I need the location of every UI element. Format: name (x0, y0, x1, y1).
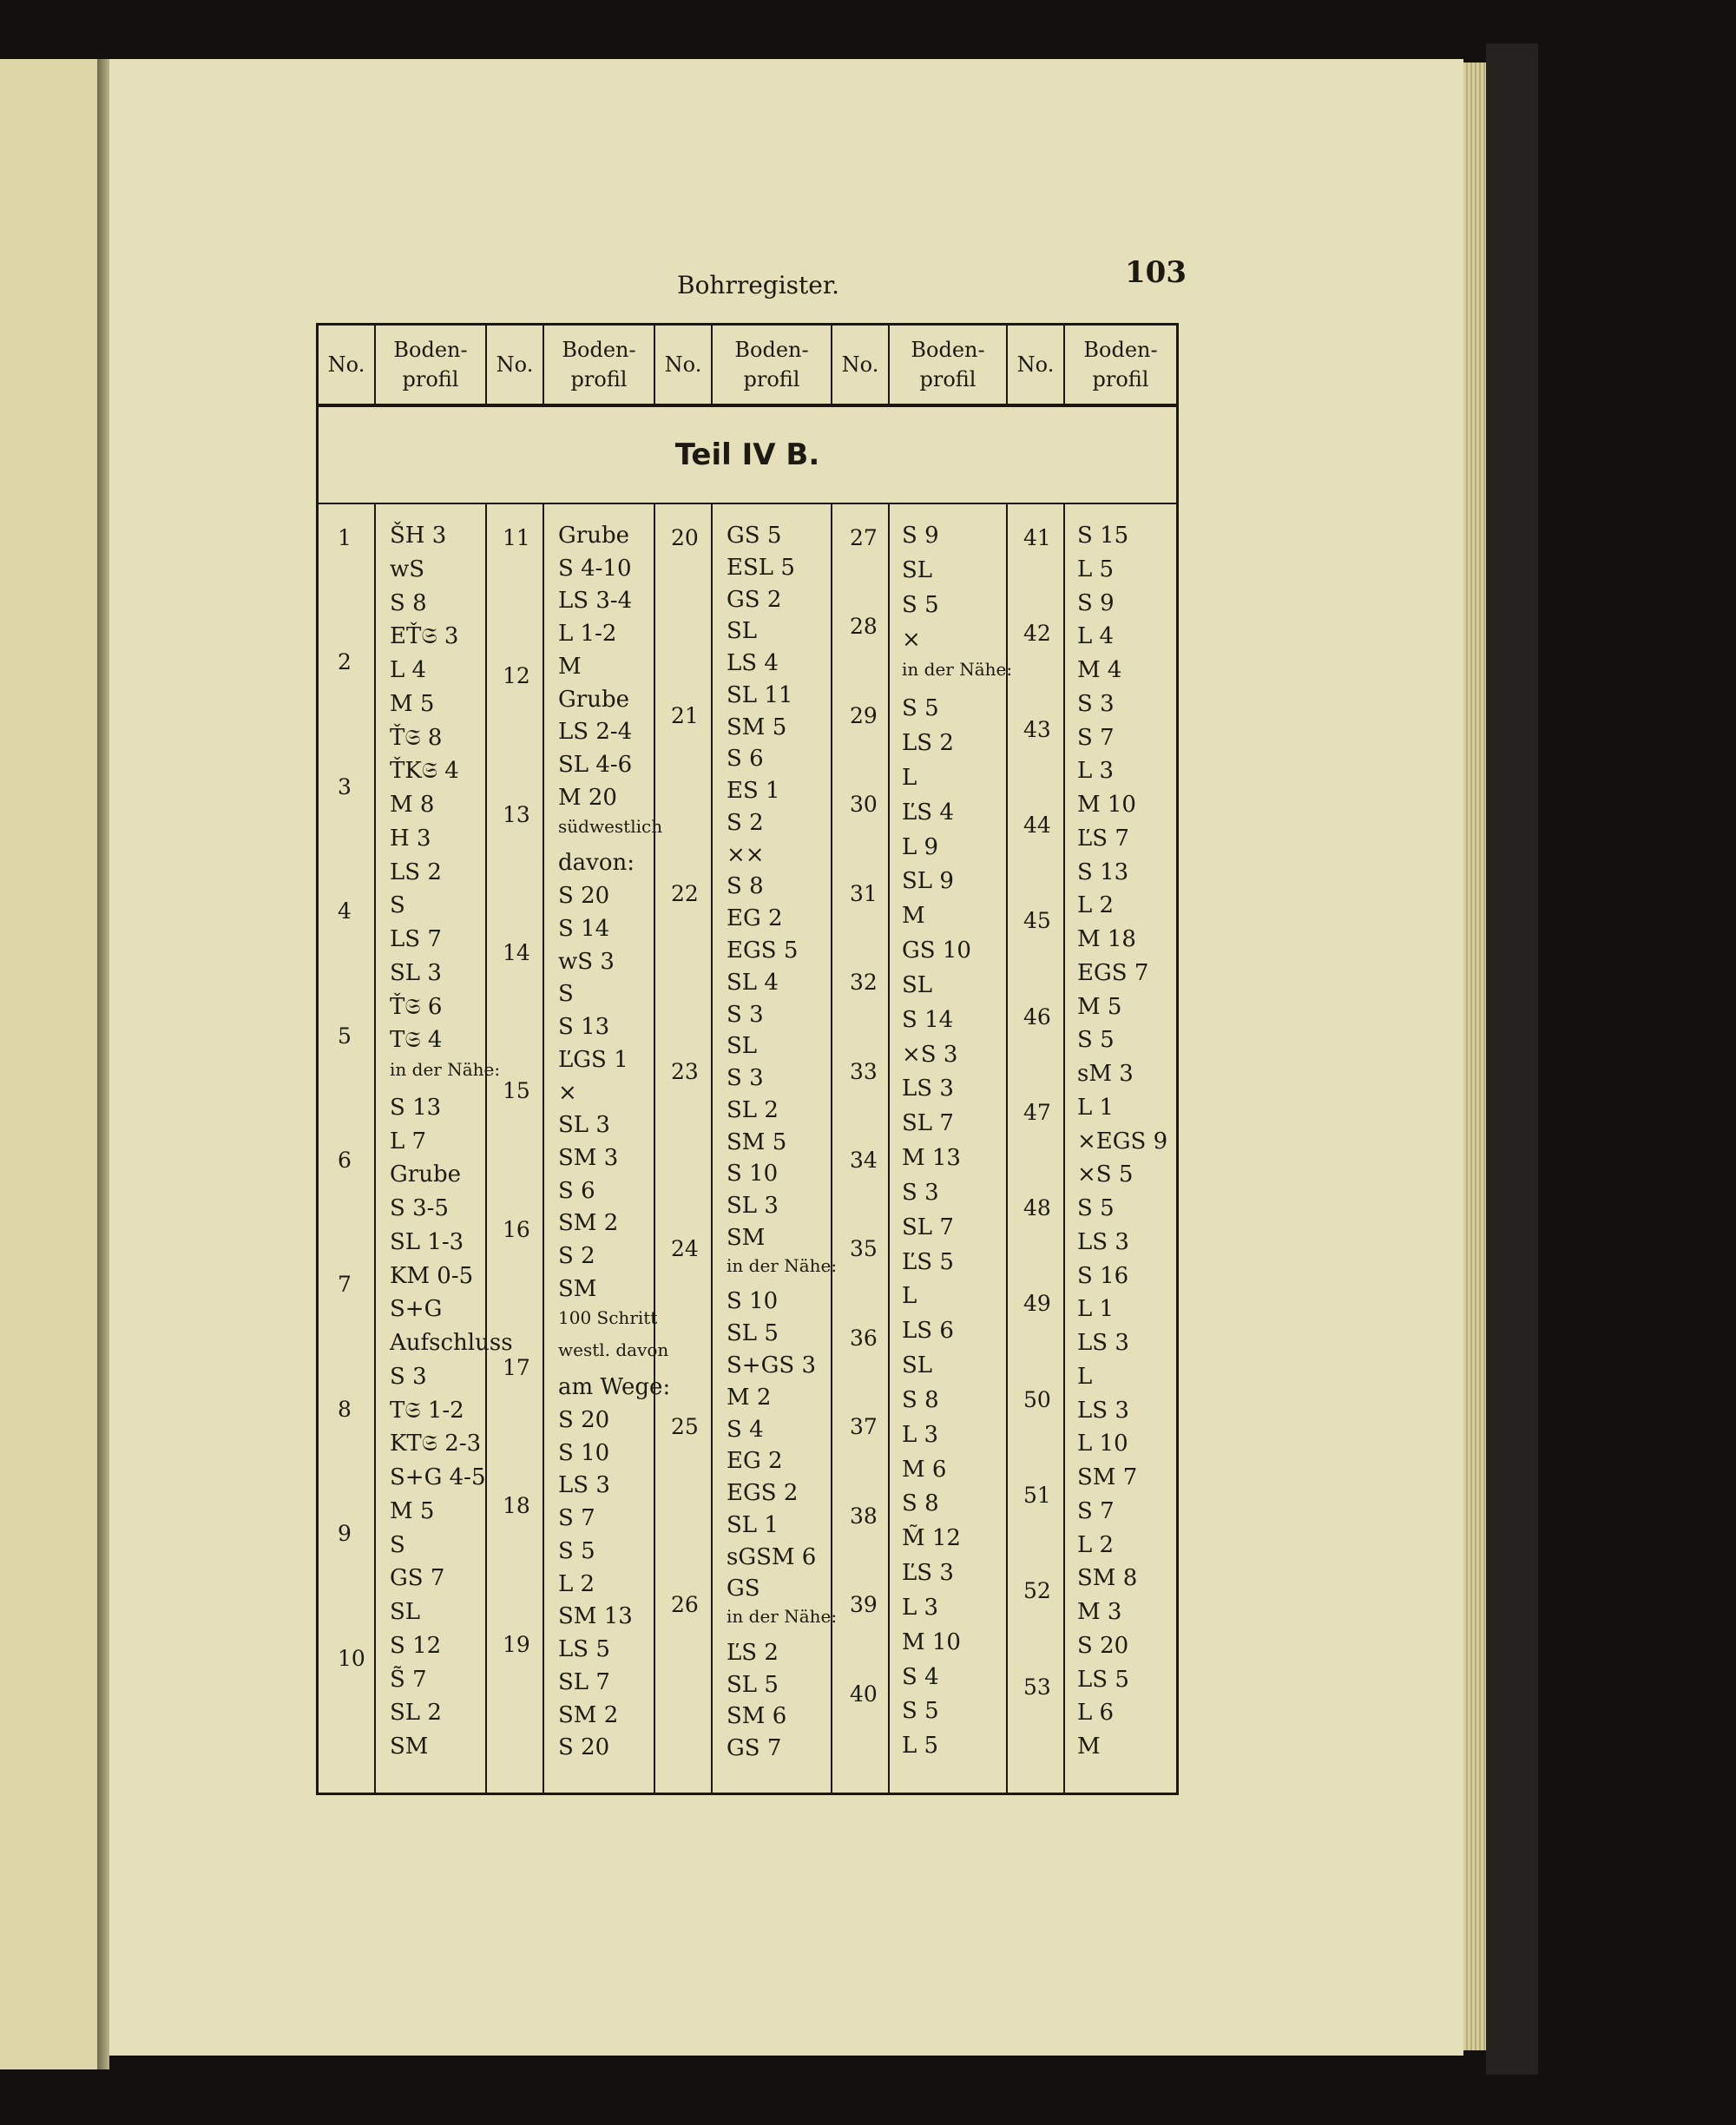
boring-number: 3 (338, 773, 352, 799)
profile-entry: L 5 (1077, 556, 1115, 582)
profile-entry: LS 2 (390, 859, 442, 885)
boring-number: 51 (1023, 1483, 1051, 1509)
left-page (0, 59, 97, 2069)
profile-entry: SL 4 (727, 969, 779, 996)
boring-number: 27 (850, 525, 878, 550)
profile-entry: S 5 (558, 1537, 595, 1564)
profile-entry: sM 3 (1077, 1061, 1134, 1088)
profile-entry: ŠH 3 (390, 523, 447, 549)
profile-entry: LS 4 (727, 650, 779, 677)
profile-entry: am Wege: (558, 1374, 671, 1401)
profile-entry: S 8 (390, 589, 427, 616)
profile-entry: M 18 (1077, 926, 1136, 953)
column-divider (654, 326, 655, 1793)
boring-number: 38 (850, 1503, 878, 1529)
profile-entry: S 7 (1077, 1497, 1115, 1524)
profile-entry: S (390, 1531, 405, 1558)
profile-entry: SM 5 (727, 1128, 787, 1155)
boring-number: 24 (671, 1236, 699, 1262)
profile-entry: ×EGS 9 (1077, 1128, 1168, 1155)
profile-entry: LS 6 (902, 1318, 954, 1345)
profile-entry: KM 0-5 (390, 1262, 474, 1289)
boring-number: 47 (1023, 1099, 1051, 1125)
boring-number: 30 (850, 792, 878, 818)
profile-entry: S 5 (902, 1698, 939, 1725)
boring-number: 36 (850, 1325, 878, 1351)
header-profil: Boden- profil (393, 338, 468, 391)
profile-entry: davon: (558, 850, 635, 877)
profile-entry: SM 6 (727, 1703, 787, 1730)
profile-entry: S 14 (558, 915, 610, 942)
boring-number: 13 (503, 801, 530, 827)
profile-entry: Ť𝔖 6 (390, 993, 443, 1020)
profile-entry: sGSM 6 (727, 1543, 817, 1570)
profile-entry: M 5 (1077, 993, 1122, 1020)
profile-entry: SL (902, 1352, 933, 1378)
profile-entry: ×S 5 (1077, 1161, 1134, 1188)
profile-entry: S 9 (1077, 589, 1115, 616)
table-header (319, 326, 1176, 407)
profile-entry: S 20 (558, 883, 610, 910)
profile-entry: S 7 (558, 1505, 595, 1532)
profile-entry: S 10 (558, 1439, 610, 1466)
profile-entry: L (902, 1283, 917, 1310)
boring-number: 50 (1023, 1386, 1051, 1412)
profile-entry: SL 9 (902, 868, 954, 895)
column-divider (1063, 326, 1065, 1793)
profile-entry: LS 2-4 (558, 719, 633, 746)
profile-entry: S+GS 3 (727, 1352, 816, 1378)
profile-entry: S 13 (390, 1094, 442, 1121)
profile-entry: M̃ 12 (902, 1525, 961, 1552)
profile-entry: SL 7 (558, 1668, 610, 1695)
profile-entry: ES 1 (727, 778, 780, 805)
profile-entry: S 9 (902, 523, 939, 549)
profile-entry: H 3 (390, 825, 431, 852)
header-profil: Boden- profil (734, 338, 809, 391)
profile-entry: 100 Schritt (558, 1306, 658, 1328)
profile-entry: L 3 (902, 1594, 939, 1621)
boring-number: 12 (503, 663, 530, 689)
column-divider (888, 326, 890, 1793)
profile-entry: L (902, 764, 917, 791)
profile-entry: ĽS 7 (1077, 825, 1129, 852)
profile-entry: S+G 4-5 (390, 1464, 486, 1491)
profile-entry: ĽGS 1 (558, 1046, 628, 1073)
profile-entry: L 6 (1077, 1700, 1115, 1727)
profile-entry: südwestlich (558, 815, 663, 837)
profile-entry: SL (727, 618, 758, 645)
page-edges (1463, 62, 1486, 2050)
header-no: No. (841, 352, 879, 377)
book-gutter (97, 59, 109, 2069)
profile-entry: LS 5 (1077, 1666, 1129, 1693)
boring-number: 44 (1023, 812, 1051, 838)
profile-entry: S̃ 7 (390, 1666, 427, 1693)
profile-entry: LS 7 (390, 926, 442, 953)
boring-number: 39 (850, 1592, 878, 1618)
profile-entry: L 5 (902, 1733, 939, 1760)
profile-entry: SL (902, 971, 933, 998)
profile-entry: S+G (390, 1296, 443, 1323)
profile-entry: SL 1 (727, 1511, 779, 1538)
profile-entry: EG 2 (727, 1448, 783, 1475)
profile-entry: in der Nähe: (727, 1606, 838, 1628)
boring-number: 19 (503, 1631, 530, 1657)
profile-entry: S 13 (1077, 859, 1129, 885)
profile-entry: in der Nähe: (727, 1254, 838, 1276)
profile-entry: GS 7 (727, 1735, 782, 1762)
profile-entry: ESL 5 (727, 554, 795, 581)
boring-number: 9 (338, 1521, 352, 1547)
boring-number: 49 (1023, 1291, 1051, 1317)
profile-entry: L (1077, 1363, 1093, 1390)
profile-entry: L 1-2 (558, 621, 617, 648)
profile-entry: M 10 (902, 1628, 961, 1655)
profile-entry: Grube (558, 686, 629, 713)
profile-entry: GS 7 (390, 1565, 445, 1592)
profile-entry: in der Nähe: (902, 659, 1013, 681)
boring-number: 33 (850, 1058, 878, 1084)
boring-number: 43 (1023, 716, 1051, 742)
profile-entry: EGS 7 (1077, 959, 1149, 986)
profile-entry: SM 13 (558, 1603, 633, 1630)
profile-entry: LS 2 (902, 730, 954, 756)
profile-entry: S 6 (558, 1177, 595, 1204)
profile-entry: M 6 (902, 1456, 947, 1483)
profile-entry: westl. davon (558, 1339, 669, 1361)
boring-number: 6 (338, 1148, 352, 1173)
profile-entry: L 1 (1077, 1296, 1115, 1323)
profile-entry: LS 5 (558, 1636, 610, 1663)
profile-entry: SM 2 (558, 1210, 619, 1237)
boring-number: 18 (503, 1493, 530, 1519)
boring-number: 23 (671, 1058, 699, 1084)
profile-entry: M 5 (390, 690, 435, 717)
profile-entry: S 6 (727, 746, 764, 773)
profile-entry: Ť𝔖 8 (390, 724, 443, 751)
profile-entry: S 13 (558, 1014, 610, 1041)
profile-entry: L 3 (1077, 758, 1115, 785)
profile-entry: L 4 (1077, 623, 1115, 650)
boring-number: 37 (850, 1414, 878, 1440)
profile-entry: S 4-10 (558, 555, 632, 582)
page-number: 103 (1125, 255, 1187, 290)
profile-entry: S 5 (902, 591, 939, 618)
profile-entry: EGS 5 (727, 938, 799, 964)
profile-entry: S 20 (1077, 1632, 1129, 1659)
boring-number: 26 (671, 1592, 699, 1618)
boring-number: 8 (338, 1396, 352, 1422)
boring-number: 7 (338, 1272, 352, 1298)
profile-entry: S 7 (1077, 724, 1115, 751)
profile-entry: L 1 (1077, 1094, 1115, 1121)
profile-entry: SM 8 (1077, 1565, 1138, 1592)
profile-entry: SL 4-6 (558, 752, 633, 779)
profile-entry: SL (902, 556, 933, 583)
boring-number: 31 (850, 880, 878, 906)
header-no: No. (496, 352, 534, 377)
profile-entry: SM 7 (1077, 1464, 1138, 1491)
boring-number: 45 (1023, 908, 1051, 934)
boring-number: 11 (503, 525, 530, 550)
profile-entry: M 20 (558, 784, 617, 811)
profile-entry: × (558, 1079, 577, 1106)
profile-entry: SM 3 (558, 1145, 619, 1171)
boring-number: 32 (850, 970, 878, 996)
profile-entry: S 14 (902, 1006, 954, 1033)
profile-entry: SL 7 (902, 1110, 954, 1137)
profile-entry: SL 3 (727, 1193, 779, 1220)
profile-entry: S 16 (1077, 1262, 1129, 1289)
profile-entry: GS 2 (727, 586, 782, 613)
profile-entry: L 2 (1077, 892, 1115, 919)
section-title: Teil IV B. (319, 407, 1176, 504)
column-divider (1006, 326, 1008, 1793)
profile-entry: S (558, 981, 574, 1008)
profile-entry: M 8 (390, 792, 435, 819)
profile-entry: M 3 (1077, 1599, 1122, 1626)
profile-entry: M 4 (1077, 657, 1122, 684)
profile-entry: S 5 (1077, 1195, 1115, 1222)
profile-entry: S 8 (727, 873, 764, 900)
profile-entry: M 13 (902, 1145, 961, 1171)
boring-number: 5 (338, 1023, 352, 1049)
profile-entry: M 5 (390, 1497, 435, 1524)
profile-entry: in der Nähe: (390, 1059, 501, 1081)
profile-entry: wS (390, 556, 425, 582)
profile-entry: SL 3 (558, 1112, 610, 1139)
profile-entry: LS 3 (902, 1076, 954, 1102)
profile-entry: GS 10 (902, 938, 971, 964)
profile-entry: Aufschluss (390, 1330, 513, 1357)
boring-number: 34 (850, 1148, 878, 1173)
profile-entry: SM 5 (727, 714, 787, 740)
profile-entry: SL 2 (390, 1700, 442, 1727)
boring-number: 21 (671, 702, 699, 728)
profile-entry: L 4 (390, 657, 427, 684)
profile-entry: S 5 (902, 695, 939, 722)
profile-entry: M 2 (727, 1384, 772, 1411)
profile-entry: S 12 (390, 1632, 442, 1659)
profile-entry: L 3 (902, 1421, 939, 1448)
profile-entry: S 3 (1077, 690, 1115, 717)
header-profil: Boden- profil (562, 338, 636, 391)
profile-entry: ĽS 3 (902, 1560, 954, 1586)
profile-entry: S 10 (727, 1288, 779, 1315)
profile-entry: EG 2 (727, 905, 783, 932)
boring-number: 41 (1023, 525, 1051, 550)
profile-entry: M (558, 653, 582, 680)
profile-entry: Grube (558, 523, 629, 549)
boring-number: 46 (1023, 1003, 1051, 1030)
profile-entry: S 3 (902, 1179, 939, 1206)
profile-entry: S 4 (727, 1416, 764, 1443)
column-divider (542, 326, 544, 1793)
profile-entry: KT𝔖 2-3 (390, 1431, 482, 1457)
profile-entry: ŤK𝔖 4 (390, 758, 459, 785)
profile-entry: SL 5 (727, 1671, 779, 1698)
profile-entry: GS 5 (727, 523, 782, 549)
profile-entry: S 8 (902, 1386, 939, 1413)
profile-entry: L 2 (1077, 1531, 1115, 1558)
boring-number: 53 (1023, 1674, 1051, 1700)
profile-entry: L 2 (558, 1570, 595, 1597)
profile-entry: S 2 (727, 809, 764, 836)
boring-number: 35 (850, 1236, 878, 1262)
profile-entry: M 10 (1077, 792, 1136, 819)
profile-entry: LS 3-4 (558, 588, 633, 615)
profile-entry: S (390, 892, 405, 919)
profile-entry: M (902, 903, 925, 930)
profile-entry: S 4 (902, 1663, 939, 1690)
column-divider (374, 326, 376, 1793)
boring-number: 42 (1023, 621, 1051, 647)
profile-entry: GS (727, 1576, 760, 1602)
column-divider (831, 326, 832, 1793)
profile-entry: SM (390, 1734, 429, 1760)
column-divider (711, 326, 713, 1793)
boring-number: 16 (503, 1216, 530, 1242)
profile-entry: LS 3 (1077, 1397, 1129, 1424)
boring-number: 2 (338, 649, 352, 675)
running-title: Bohrregister. (677, 271, 840, 299)
profile-entry: SL 2 (727, 1096, 779, 1123)
boring-number: 20 (671, 525, 699, 550)
profile-entry: wS 3 (558, 948, 615, 975)
profile-entry: SL 7 (902, 1214, 954, 1240)
book-cover (1486, 43, 1538, 2075)
boring-number: 40 (850, 1681, 878, 1707)
profile-entry: ĽS 5 (902, 1248, 954, 1275)
header-no: No. (1016, 352, 1055, 377)
profile-entry: S 8 (902, 1490, 939, 1517)
header-no: No. (664, 352, 702, 377)
boring-number: 1 (338, 525, 352, 550)
profile-entry: SM (558, 1275, 597, 1302)
profile-entry: Grube (390, 1161, 461, 1188)
profile-entry: S 20 (558, 1734, 610, 1761)
boring-number: 15 (503, 1078, 530, 1104)
profile-entry: ĽS 4 (902, 799, 954, 826)
profile-entry: M (1077, 1734, 1101, 1760)
profile-entry: EGS 2 (727, 1480, 799, 1507)
boring-register-table (316, 323, 1179, 1795)
boring-number: 29 (850, 702, 878, 728)
boring-number: 25 (671, 1414, 699, 1440)
profile-entry: SL (390, 1599, 421, 1626)
profile-entry: S 5 (1077, 1027, 1115, 1054)
boring-number: 52 (1023, 1578, 1051, 1604)
header-no: No. (327, 352, 365, 377)
boring-number: 14 (503, 940, 530, 965)
profile-entry: SL 11 (727, 681, 793, 708)
profile-entry: SL 1-3 (390, 1228, 464, 1255)
profile-entry: S 20 (558, 1406, 610, 1433)
boring-number: 10 (338, 1645, 365, 1671)
header-profil: Boden- profil (1083, 338, 1158, 391)
profile-entry: × (902, 626, 921, 653)
profile-entry: T𝔖 1-2 (390, 1397, 464, 1424)
profile-entry: SM 2 (558, 1701, 619, 1728)
boring-number: 48 (1023, 1195, 1051, 1221)
profile-entry: S 3-5 (390, 1195, 449, 1222)
profile-entry: L 10 (1077, 1431, 1128, 1457)
profile-entry: S 2 (558, 1243, 595, 1270)
profile-entry: ×S 3 (902, 1041, 958, 1068)
profile-entry: T𝔖 4 (390, 1027, 443, 1054)
boring-number: 22 (671, 880, 699, 906)
profile-entry: LS 3 (558, 1472, 610, 1499)
profile-entry: LS 3 (1077, 1228, 1129, 1255)
profile-entry: EŤ𝔖 3 (390, 623, 459, 650)
profile-entry: ĽS 2 (727, 1639, 779, 1666)
profile-entry: SM (727, 1224, 766, 1251)
profile-entry: SL 3 (390, 959, 442, 986)
profile-entry: LS 3 (1077, 1330, 1129, 1357)
boring-number: 17 (503, 1355, 530, 1380)
profile-entry: S 3 (727, 1065, 764, 1092)
profile-entry: ×× (727, 841, 765, 868)
profile-entry: S 15 (1077, 523, 1129, 549)
boring-number: 4 (338, 898, 352, 924)
profile-entry: S 3 (390, 1363, 427, 1390)
profile-entry: S 3 (727, 1001, 764, 1028)
profile-entry: SL 5 (727, 1320, 779, 1347)
profile-entry: L 9 (902, 833, 939, 860)
profile-entry: L 7 (390, 1128, 427, 1155)
header-profil: Boden- profil (911, 338, 985, 391)
profile-entry: S 10 (727, 1161, 779, 1188)
boring-number: 28 (850, 614, 878, 640)
profile-entry: SL (727, 1033, 758, 1060)
